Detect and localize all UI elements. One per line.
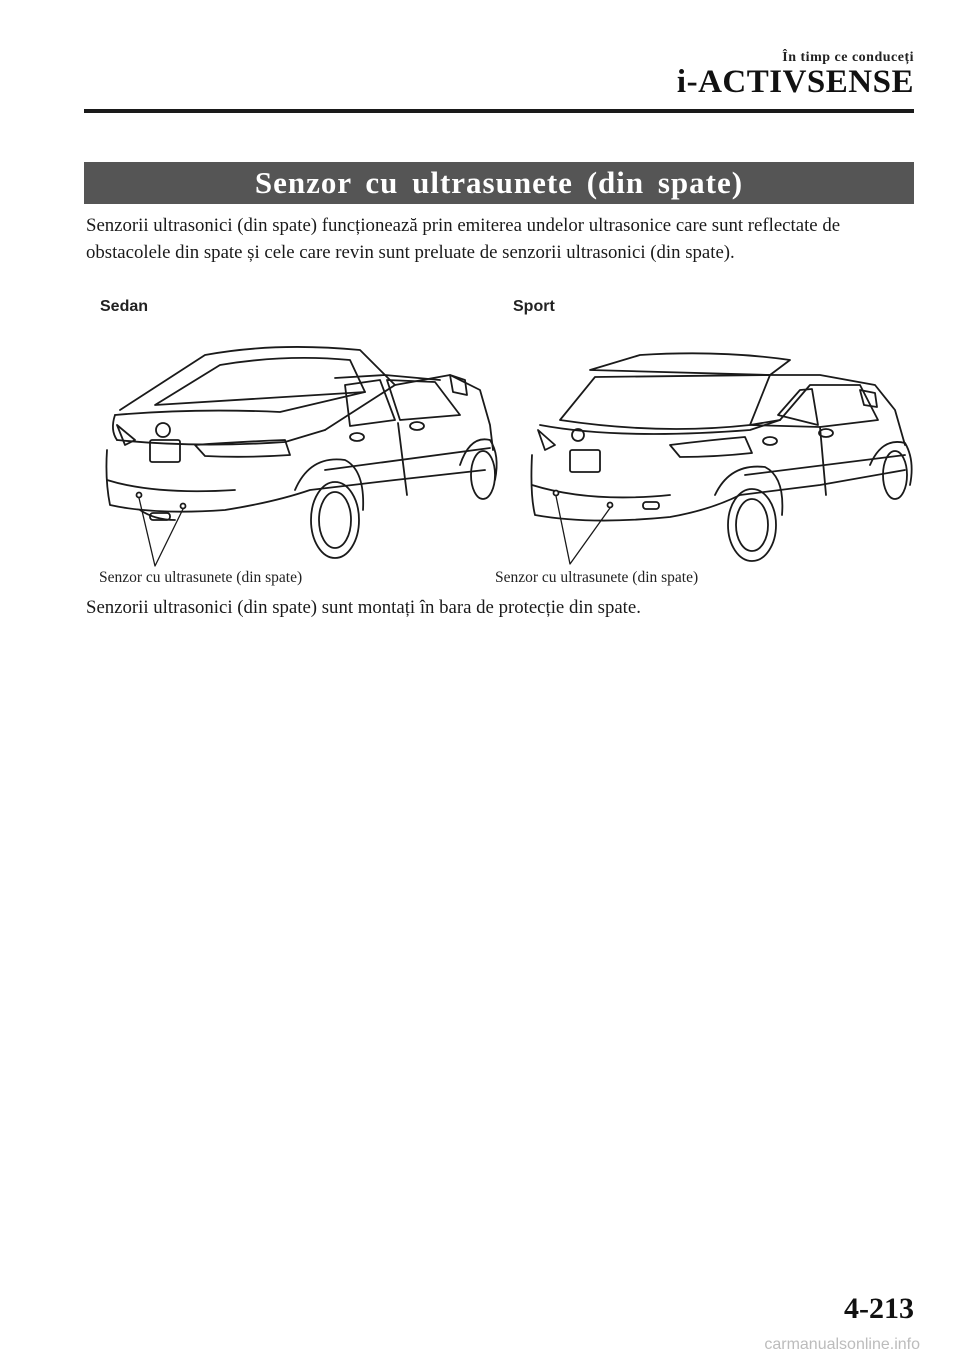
watermark: carmanualsonline.info [764, 1336, 920, 1353]
section-title: i-ACTIVSENSE [676, 64, 914, 100]
header-rule [84, 109, 914, 113]
topic-title: Senzor cu ultrasunete (din spate) [84, 162, 914, 204]
sport-sensor-callout: Senzor cu ultrasunete (din spate) [495, 569, 699, 586]
mounting-paragraph: Senzorii ultrasonici (din spate) sunt montați în bara de protecție din spate. [86, 597, 641, 618]
sedan-illustration [95, 330, 505, 570]
sport-label: Sport [513, 298, 555, 315]
sport-illustration [520, 345, 920, 570]
sedan-label: Sedan [100, 298, 149, 315]
intro-paragraph: Senzorii ultrasonici (din spate) funcționează prin emiterea undelor ultrasonice care sunt reflectate de obstacolele din spate și cele care revin sunt preluate de senzorii ultrasonici (din spate). [86, 215, 841, 263]
chapter-title: În timp ce conduceți [782, 50, 914, 65]
sedan-sensor-callout: Senzor cu ultrasunete (din spate) [99, 569, 303, 586]
page-number: 4-213 [844, 1292, 914, 1325]
